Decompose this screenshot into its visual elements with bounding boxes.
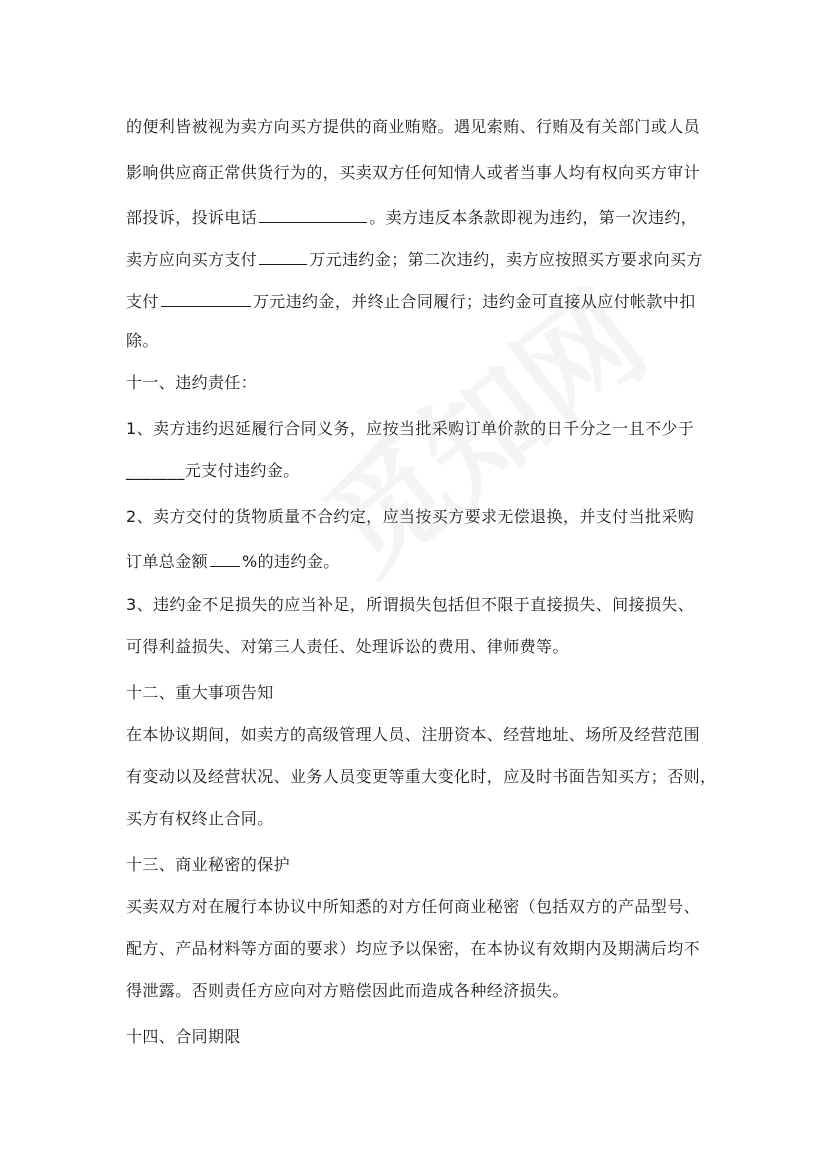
text-segment: 。卖方违反本条款即视为违约，第一次违约， bbox=[369, 208, 698, 227]
text-segment: 买方有权终止合同。 bbox=[126, 809, 274, 828]
text-segment: 万元违约金，并终止合同履行；违约金可直接从应付帐款中扣 bbox=[252, 292, 696, 311]
text-segment: 十二、重大事项告知 bbox=[126, 683, 274, 702]
text-line bbox=[126, 683, 274, 703]
text-segment: 配方、产品材料等方面的要求）均应予以保密，在本协议有效期内及期满后均不 bbox=[126, 939, 701, 958]
text-line bbox=[126, 117, 700, 137]
text-line bbox=[126, 419, 694, 439]
text-line bbox=[126, 637, 569, 657]
text-line bbox=[126, 205, 697, 228]
text-line bbox=[126, 1027, 241, 1047]
fill-in-blank bbox=[259, 205, 367, 223]
text-line bbox=[126, 595, 694, 615]
text-segment: 买卖双方对在履行本协议中所知悉的对方任何商业秘密（包括双方的产品型号、 bbox=[126, 897, 701, 916]
text-line bbox=[126, 507, 694, 527]
text-segment: 十三、商业秘密的保护 bbox=[126, 855, 291, 874]
text-segment: 可得利益损失、对第三人责任、处理诉讼的费用、律师费等。 bbox=[126, 637, 569, 656]
text-line bbox=[126, 163, 700, 183]
text-segment: 部投诉，投诉电话 bbox=[126, 208, 258, 227]
text-segment: 在本协议期间，如卖方的高级管理人员、注册资本、经营地址、场所及经营范围 bbox=[126, 725, 701, 744]
fill-in-blank bbox=[259, 247, 307, 265]
text-segment: 1、卖方违约迟延履行合同义务，应按当批采购订单价款的日千分之一且不少于 bbox=[126, 419, 695, 438]
text-line bbox=[126, 247, 703, 270]
text-segment: 卖方应向买方支付 bbox=[126, 250, 258, 269]
text-segment: 十一、违约责任： bbox=[126, 373, 258, 392]
text-segment: 有变动以及经营状况、业务人员变更等重大变化时，应及时书面告知买方；否则， bbox=[126, 767, 717, 786]
text-line bbox=[126, 289, 696, 312]
text-segment: 十四、合同期限 bbox=[126, 1027, 241, 1046]
text-segment: 支付 bbox=[126, 292, 159, 311]
text-segment: 除。 bbox=[126, 331, 159, 350]
text-line bbox=[126, 897, 700, 917]
text-segment: 万元违约金；第二次违约，卖方应按照买方要求向买方 bbox=[309, 250, 703, 269]
text-line bbox=[126, 725, 700, 745]
text-line bbox=[126, 549, 340, 572]
fill-in-blank bbox=[210, 549, 240, 567]
text-line bbox=[126, 939, 700, 959]
text-segment: 3、违约金不足损失的应当补足，所谓损失包括但不限于直接损失、间接损失、 bbox=[126, 595, 695, 614]
text-segment: 得泄露。否则责任方应向对方赔偿因此而造成各种经济损失。 bbox=[126, 981, 569, 1000]
text-line bbox=[126, 809, 274, 829]
text-segment: 影响供应商正常供货行为的，买卖双方任何知情人或者当事人均有权向买方审计 bbox=[126, 163, 701, 182]
text-line bbox=[126, 461, 300, 481]
fill-in-blank bbox=[161, 289, 251, 307]
text-line bbox=[126, 855, 290, 875]
text-segment: 2、卖方交付的货物质量不合约定，应当按买方要求无偿退换，并支付当批采购 bbox=[126, 507, 695, 526]
text-segment: %的违约金。 bbox=[242, 552, 340, 571]
text-line bbox=[126, 331, 159, 351]
text-line bbox=[126, 981, 569, 1001]
text-segment: _______元支付违约金。 bbox=[126, 461, 300, 480]
text-segment: 订单总金额 bbox=[126, 552, 209, 571]
text-line bbox=[126, 373, 257, 393]
text-segment: 的便利皆被视为卖方向买方提供的商业贿赂。遇见索贿、行贿及有关部门或人员 bbox=[126, 117, 701, 136]
text-line bbox=[126, 767, 716, 787]
